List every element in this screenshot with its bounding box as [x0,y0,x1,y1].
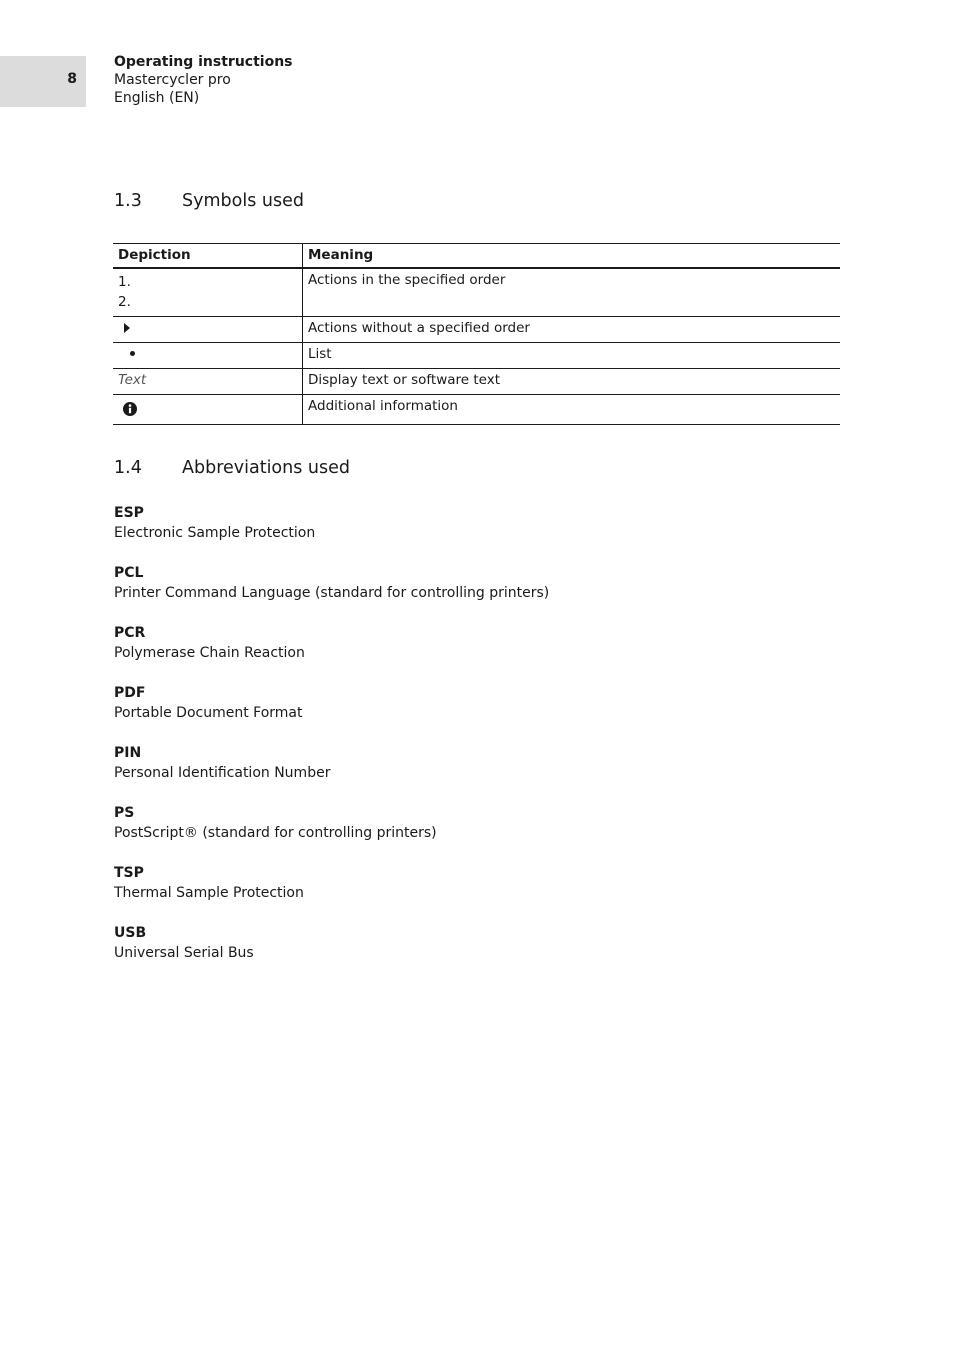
list-item [114,684,549,744]
column-header-meaning: Meaning [308,247,374,263]
meaning-cell: Actions in the specified order [308,272,506,288]
section-number: 1.4 [114,458,142,478]
table-header-row [113,244,840,269]
header-language: English (EN) [114,90,200,106]
list-item [114,504,549,564]
step-number: 2. [118,294,131,310]
symbols-table [113,243,840,425]
abbreviation-term: TSP [114,865,144,881]
abbreviation-definition: Printer Command Language (standard for controlling printers) [114,585,550,601]
bullet-icon [130,351,135,356]
step-number: 1. [118,274,131,290]
list-item [114,744,549,804]
abbreviation-definition: Personal Identification Number [114,765,331,781]
abbreviation-term: PCL [114,565,144,581]
abbreviation-term: PCR [114,625,146,641]
abbreviation-definition: Portable Document Format [114,705,303,721]
abbreviation-term: PS [114,805,135,821]
table-row [113,395,840,425]
depiction-cell: Text [113,369,303,395]
section-heading-abbreviations [114,458,350,478]
section-number: 1.3 [114,191,142,211]
meaning-cell: List [308,346,332,362]
list-item [114,804,549,864]
column-header-depiction: Depiction [113,244,303,269]
depiction-cell [113,343,303,369]
abbreviation-definition: Polymerase Chain Reaction [114,645,305,661]
table-row [113,369,840,395]
meaning-cell: Additional information [308,398,458,414]
list-item [114,864,549,924]
abbreviations-list [114,504,549,984]
abbreviation-definition: Thermal Sample Protection [114,885,304,901]
section-heading-symbols [114,191,304,211]
meaning-cell: Display text or software text [308,372,500,388]
section-title: Symbols used [182,191,304,211]
table-row [113,343,840,369]
abbreviation-definition: Electronic Sample Protection [114,525,316,541]
section-title: Abbreviations used [182,458,350,478]
right-triangle-arrow-icon [124,323,130,333]
depiction-cell [113,268,303,317]
depiction-cell [113,317,303,343]
abbreviation-definition: PostScript® (standard for controlling printers) [114,825,437,841]
header-product: Mastercycler pro [114,72,231,88]
abbreviation-term: PIN [114,745,142,761]
list-item [114,564,549,624]
abbreviation-term: PDF [114,685,146,701]
meaning-cell: Actions without a specified order [308,320,530,336]
table-row [113,268,840,317]
abbreviation-definition: Universal Serial Bus [114,945,254,961]
page-number-tab [0,56,86,107]
page-number: 8 [67,71,77,87]
table-row [113,317,840,343]
abbreviation-term: USB [114,925,147,941]
header-title: Operating instructions [114,54,293,70]
list-item [114,624,549,684]
abbreviation-term: ESP [114,505,144,521]
document-header [114,53,293,107]
depiction-cell [113,395,303,425]
info-icon [123,402,137,420]
list-item [114,924,549,984]
